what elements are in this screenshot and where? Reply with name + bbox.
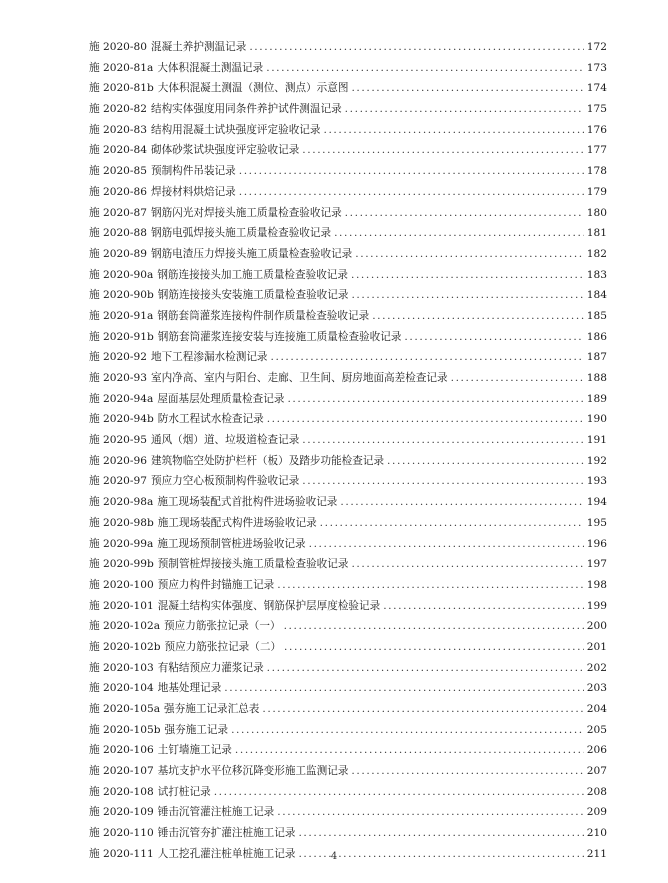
- toc-entry-code: 施 2020-90a: [89, 268, 154, 281]
- toc-entry-title: 土钉墙施工记录: [157, 744, 232, 757]
- toc-entry-title: 钢筋连接接头加工施工质量检查验收记录: [157, 268, 348, 281]
- toc-entry-code: 施 2020-102b: [89, 640, 161, 653]
- toc-entry-title: 结构用混凝土试块强度评定验收记录: [150, 123, 321, 136]
- toc-entry-title: 钢筋套筒灌浆连接安装与连接施工质量检查验收记录: [157, 330, 402, 343]
- toc-entry-page: 197: [586, 558, 607, 571]
- toc-entry-page: 173: [586, 61, 607, 74]
- toc-entry[interactable]: [89, 223, 607, 244]
- toc-entry-title: 预制管桩焊接接头施工质量检查验收记录: [157, 558, 349, 571]
- toc-entry-code: 施 2020-91b: [89, 330, 154, 343]
- toc-entry-title: 人工挖孔灌注桩单桩施工记录: [157, 847, 296, 860]
- toc-entry-code: 施 2020-95: [89, 434, 147, 447]
- toc-entry-code: 施 2020-98a: [89, 496, 154, 509]
- toc-entry-page: 184: [586, 289, 607, 302]
- toc-dot-leader: [372, 306, 584, 327]
- toc-entry-code: 施 2020-84: [89, 144, 147, 157]
- table-of-contents: [89, 37, 607, 865]
- toc-entry-page: 198: [586, 578, 607, 591]
- toc-entry-title: 混凝土结构实体强度、钢筋保护层厚度检验记录: [157, 599, 381, 612]
- toc-entry[interactable]: [89, 554, 607, 575]
- toc-entry-page: 180: [586, 206, 607, 219]
- toc-dot-leader: [451, 368, 584, 389]
- toc-dot-leader: [340, 492, 583, 513]
- toc-entry-code: 施 2020-87: [89, 206, 147, 219]
- toc-entry-code: 施 2020-80: [89, 41, 147, 53]
- toc-entry[interactable]: [89, 678, 607, 699]
- toc-entry[interactable]: [89, 244, 607, 265]
- toc-entry-page: 203: [586, 682, 607, 695]
- toc-entry-title: 预应力构件封锚施工记录: [157, 578, 275, 591]
- toc-entry[interactable]: [89, 161, 607, 182]
- toc-dot-leader: [284, 616, 584, 637]
- toc-dot-leader: [345, 99, 584, 120]
- toc-dot-leader: [302, 471, 583, 492]
- toc-entry[interactable]: [89, 534, 607, 555]
- toc-entry-page: 208: [586, 785, 607, 798]
- toc-dot-leader: [249, 37, 583, 58]
- toc-entry-title: 屋面基层处理质量检查记录: [157, 392, 285, 405]
- toc-dot-leader: [387, 451, 584, 472]
- toc-entry-code: 施 2020-94b: [89, 413, 154, 426]
- toc-dot-leader: [239, 182, 584, 203]
- toc-entry[interactable]: [89, 78, 607, 99]
- toc-entry[interactable]: [89, 782, 607, 803]
- toc-dot-leader: [298, 823, 583, 844]
- toc-entry-code: 施 2020-98b: [89, 516, 154, 529]
- toc-entry[interactable]: [89, 368, 607, 389]
- toc-dot-leader: [277, 575, 584, 596]
- toc-entry-page: 192: [586, 454, 607, 467]
- toc-entry-title: 通风（烟）道、垃圾道检查记录: [150, 434, 300, 447]
- toc-dot-leader: [239, 161, 584, 182]
- toc-entry-page: 183: [586, 268, 607, 281]
- toc-entry-page: 204: [586, 703, 607, 715]
- toc-entry-title: 强夯施工记录: [164, 723, 229, 736]
- toc-entry-code: 施 2020-106: [89, 744, 154, 757]
- page-number: 4: [330, 851, 338, 862]
- toc-dot-leader: [277, 802, 584, 823]
- toc-entry-title: 试打桩记录: [157, 785, 211, 798]
- toc-entry-code: 施 2020-99b: [89, 558, 154, 571]
- toc-entry[interactable]: [89, 37, 607, 58]
- toc-dot-leader: [231, 720, 584, 741]
- toc-dot-leader: [351, 554, 583, 575]
- toc-entry-code: 施 2020-109: [89, 806, 154, 819]
- toc-entry[interactable]: [89, 720, 607, 741]
- toc-entry[interactable]: [89, 823, 607, 844]
- toc-entry[interactable]: [89, 203, 607, 224]
- toc-entry-page: 202: [586, 661, 607, 674]
- toc-entry-code: 施 2020-90b: [89, 289, 154, 302]
- toc-entry-code: 施 2020-93: [89, 372, 147, 384]
- toc-entry[interactable]: [89, 699, 607, 720]
- toc-entry-page: 200: [586, 620, 607, 633]
- toc-dot-leader: [355, 244, 584, 265]
- toc-entry[interactable]: [89, 58, 607, 79]
- toc-entry-title: 防水工程试水检查记录: [157, 413, 264, 426]
- toc-entry-code: 施 2020-107: [89, 765, 154, 778]
- toc-entry-page: 195: [586, 516, 607, 529]
- toc-entry-page: 193: [586, 475, 607, 488]
- toc-entry[interactable]: [89, 409, 607, 430]
- toc-entry[interactable]: [89, 658, 607, 679]
- toc-entry-page: 185: [586, 309, 607, 322]
- toc-dot-leader: [323, 120, 583, 141]
- toc-entry-code: 施 2020-96: [89, 454, 147, 467]
- toc-dot-leader: [284, 637, 584, 658]
- toc-entry[interactable]: [89, 265, 607, 286]
- toc-entry-title: 强夯施工记录汇总表: [164, 703, 260, 715]
- toc-entry-title: 预应力筋张拉记录（二）: [164, 640, 282, 653]
- toc-entry-page: 196: [586, 537, 607, 550]
- toc-entry-code: 施 2020-110: [89, 827, 154, 840]
- toc-dot-leader: [351, 78, 583, 99]
- toc-entry-code: 施 2020-99a: [89, 537, 154, 550]
- toc-dot-leader: [262, 699, 583, 720]
- toc-entry-code: 施 2020-82: [89, 103, 147, 116]
- toc-entry-title: 地基处理记录: [157, 682, 222, 695]
- toc-entry-title: 地下工程渗漏水检测记录: [150, 351, 268, 364]
- toc-entry-code: 施 2020-101: [89, 599, 154, 612]
- toc-entry-title: 钢筋套筒灌浆连接构件制作质量检查验收记录: [157, 309, 370, 322]
- toc-entry-page: 176: [586, 123, 607, 136]
- toc-entry[interactable]: [89, 802, 607, 823]
- toc-entry-code: 施 2020-91a: [89, 309, 154, 322]
- toc-entry[interactable]: [89, 347, 607, 368]
- toc-entry-page: 179: [586, 185, 607, 198]
- toc-entry-page: 201: [586, 640, 607, 653]
- toc-entry[interactable]: [89, 430, 607, 451]
- toc-entry-page: 205: [586, 723, 607, 736]
- toc-dot-leader: [351, 761, 583, 782]
- toc-dot-leader: [351, 265, 584, 286]
- toc-entry-title: 施工现场预制管桩进场验收记录: [157, 537, 306, 550]
- toc-entry[interactable]: [89, 596, 607, 617]
- toc-entry[interactable]: [89, 140, 607, 161]
- toc-entry-code: 施 2020-111: [89, 847, 154, 860]
- toc-entry-page: 211: [586, 847, 607, 860]
- toc-entry-code: 施 2020-89: [89, 247, 147, 260]
- toc-entry-page: 177: [586, 144, 607, 157]
- toc-entry-title: 砌体砂浆试块强度评定验收记录: [150, 144, 300, 157]
- toc-entry-page: 182: [586, 247, 607, 260]
- toc-entry-title: 有粘结预应力灌浆记录: [157, 661, 264, 674]
- toc-entry-title: 大体积混凝土测温记录: [157, 61, 264, 74]
- toc-entry-title: 钢筋电弧焊接头施工质量检查验收记录: [150, 227, 332, 240]
- toc-entry-code: 施 2020-92: [89, 351, 147, 364]
- toc-entry[interactable]: [89, 182, 607, 203]
- toc-entry-page: 210: [586, 827, 607, 840]
- toc-dot-leader: [309, 534, 584, 555]
- toc-entry-code: 施 2020-102a: [89, 620, 161, 633]
- toc-entry-code: 施 2020-81a: [89, 61, 154, 74]
- toc-dot-leader: [345, 203, 584, 224]
- toc-entry-page: 187: [586, 351, 607, 364]
- toc-entry[interactable]: [89, 740, 607, 761]
- toc-entry-page: 209: [586, 806, 607, 819]
- toc-entry[interactable]: [89, 99, 607, 120]
- toc-entry-title: 预应力空心板预制构件验收记录: [150, 475, 300, 488]
- toc-dot-leader: [271, 347, 584, 368]
- toc-dot-leader: [302, 140, 583, 161]
- toc-entry-title: 混凝土养护测温记录: [150, 41, 247, 53]
- toc-entry[interactable]: [89, 306, 607, 327]
- toc-entry-code: 施 2020-100: [89, 578, 154, 591]
- toc-entry-page: 190: [586, 413, 607, 426]
- toc-dot-leader: [334, 223, 584, 244]
- toc-dot-leader: [302, 430, 583, 451]
- toc-entry[interactable]: [89, 616, 607, 637]
- toc-entry[interactable]: [89, 120, 607, 141]
- toc-entry-title: 锤击沉管夯扩灌注桩施工记录: [157, 827, 296, 840]
- toc-entry[interactable]: [89, 471, 607, 492]
- toc-entry-title: 预应力筋张拉记录（一）: [164, 620, 281, 633]
- toc-dot-leader: [267, 409, 584, 430]
- toc-dot-leader: [383, 596, 584, 617]
- toc-entry-code: 施 2020-86: [89, 185, 147, 198]
- toc-entry-page: 206: [586, 744, 607, 757]
- toc-entry-page: 194: [586, 496, 607, 509]
- toc-entry-code: 施 2020-81b: [89, 82, 154, 95]
- toc-entry-title: 预制构件吊装记录: [150, 165, 236, 178]
- toc-entry-page: 174: [586, 82, 607, 95]
- toc-entry-page: 186: [586, 330, 607, 343]
- toc-dot-leader: [235, 740, 584, 761]
- toc-entry-title: 基坑支护水平位移沉降变形施工监测记录: [157, 765, 349, 778]
- toc-entry-page: 189: [586, 392, 607, 405]
- toc-entry-page: 191: [586, 434, 607, 447]
- toc-dot-leader: [214, 782, 584, 803]
- toc-entry-page: 199: [586, 599, 607, 612]
- toc-entry-code: 施 2020-94a: [89, 392, 154, 405]
- toc-entry-code: 施 2020-108: [89, 785, 154, 798]
- toc-entry-page: 188: [586, 372, 607, 384]
- toc-dot-leader: [266, 58, 584, 79]
- toc-entry-title: 锤击沉管灌注桩施工记录: [157, 806, 275, 819]
- toc-entry-code: 施 2020-103: [89, 661, 154, 674]
- toc-entry-page: 178: [586, 165, 607, 178]
- toc-dot-leader: [320, 513, 584, 534]
- toc-entry-code: 施 2020-97: [89, 475, 147, 488]
- toc-entry-code: 施 2020-88: [89, 227, 147, 240]
- toc-entry-code: 施 2020-85: [89, 165, 147, 178]
- toc-entry-title: 钢筋连接接头安装施工质量检查验收记录: [157, 289, 349, 302]
- toc-entry-title: 建筑物临空处防护栏杆（板）及踏步功能检查记录: [150, 454, 385, 467]
- toc-entry[interactable]: [89, 389, 607, 410]
- toc-entry[interactable]: [89, 451, 607, 472]
- toc-entry[interactable]: [89, 637, 607, 658]
- toc-dot-leader: [267, 658, 584, 679]
- toc-entry-title: 结构实体强度用同条件养护试件测温记录: [150, 103, 342, 116]
- toc-entry-code: 施 2020-83: [89, 123, 147, 136]
- toc-entry-code: 施 2020-104: [89, 682, 154, 695]
- toc-entry-code: 施 2020-105a: [89, 703, 161, 715]
- toc-entry[interactable]: [89, 575, 607, 596]
- toc-entry-title: 室内净高、室内与阳台、走廊、卫生间、厨房地面高差检查记录: [150, 372, 448, 384]
- toc-entry-page: 207: [586, 765, 607, 778]
- toc-entry[interactable]: [89, 513, 607, 534]
- toc-dot-leader: [351, 285, 583, 306]
- toc-entry-title: 施工现场装配式首批构件进场验收记录: [157, 496, 338, 509]
- toc-entry-title: 钢筋闪光对焊接头施工质量检查验收记录: [150, 206, 342, 219]
- toc-entry-page: 181: [586, 227, 607, 240]
- toc-entry[interactable]: [89, 761, 607, 782]
- toc-entry-code: 施 2020-105b: [89, 723, 161, 736]
- toc-entry-page: 175: [586, 103, 607, 116]
- toc-entry-title: 施工现场装配式构件进场验收记录: [157, 516, 317, 529]
- toc-entry-title: 大体积混凝土测温（测位、测点）示意图: [157, 82, 349, 95]
- toc-dot-leader: [287, 389, 583, 410]
- toc-entry-page: 172: [586, 41, 607, 53]
- toc-entry[interactable]: [89, 327, 607, 348]
- toc-dot-leader: [404, 327, 583, 348]
- toc-dot-leader: [224, 678, 583, 699]
- toc-entry-title: 焊接材料烘焙记录: [150, 185, 236, 198]
- toc-entry-title: 钢筋电渣压力焊接头施工质量检查验收记录: [150, 247, 353, 260]
- toc-entry[interactable]: [89, 492, 607, 513]
- toc-entry[interactable]: [89, 285, 607, 306]
